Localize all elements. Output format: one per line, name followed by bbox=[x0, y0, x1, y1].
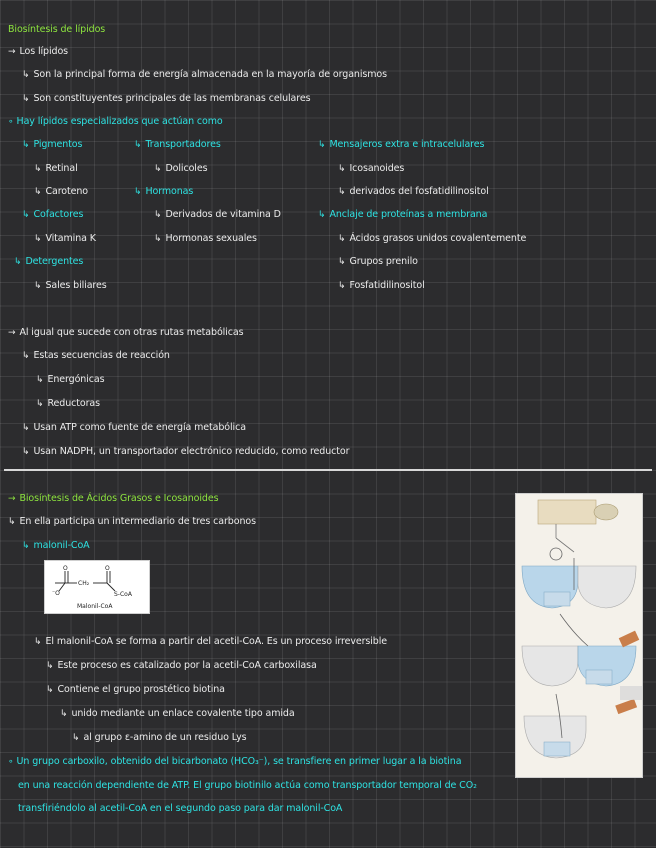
bent-arrow-icon: ↳ bbox=[34, 164, 42, 174]
bent-arrow-icon: ↳ bbox=[318, 210, 326, 220]
sc-label: S-CoA bbox=[114, 591, 132, 598]
bent-arrow-icon: ↳ bbox=[154, 164, 162, 174]
bent-arrow-icon: ↳ bbox=[134, 187, 142, 197]
category-hormonas: ↳ Hormonas bbox=[134, 186, 194, 197]
bent-arrow-icon: ↳ bbox=[338, 164, 346, 174]
bent-arrow-icon: ↳ bbox=[22, 447, 30, 457]
bullet-icon: ∘ bbox=[8, 117, 14, 127]
svg-text:O: O bbox=[105, 565, 110, 572]
bent-arrow-icon: ↳ bbox=[22, 210, 30, 220]
note-line: ↳ unido mediante un enlace covalente tipo amida bbox=[60, 708, 295, 719]
bent-arrow-icon: ↳ bbox=[8, 517, 16, 527]
arrow-icon: → bbox=[8, 494, 16, 504]
category-detergentes: ↳ Detergentes bbox=[14, 256, 84, 267]
category-cofactores: ↳ Cofactores bbox=[22, 209, 84, 220]
note-line: ↳ Reductoras bbox=[36, 398, 100, 409]
svg-text:⁻O: ⁻O bbox=[52, 590, 60, 597]
bent-arrow-icon: ↳ bbox=[34, 637, 42, 647]
section2-title: → Biosíntesis de Ácidos Grasos e Icosanoides bbox=[8, 493, 219, 504]
bent-arrow-icon: ↳ bbox=[22, 94, 30, 104]
section-divider bbox=[4, 469, 652, 471]
bent-arrow-icon: ↳ bbox=[318, 140, 326, 150]
list-item: ↳ Caroteno bbox=[34, 186, 89, 197]
bullet-icon: ∘ bbox=[8, 757, 14, 767]
bent-arrow-icon: ↳ bbox=[36, 399, 44, 409]
bent-arrow-icon: ↳ bbox=[22, 140, 30, 150]
bent-arrow-icon: ↳ bbox=[338, 257, 346, 267]
list-item: ↳ Icosanoides bbox=[338, 163, 405, 174]
note-line: ∘ Hay lípidos especializados que actúan como bbox=[8, 116, 223, 127]
bent-arrow-icon: ↳ bbox=[22, 351, 30, 361]
bent-arrow-icon: ↳ bbox=[134, 140, 142, 150]
list-item: ↳ Vitamina K bbox=[34, 233, 96, 244]
bent-arrow-icon: ↳ bbox=[46, 685, 54, 695]
bent-arrow-icon: ↳ bbox=[14, 257, 22, 267]
category-mensajeros: ↳ Mensajeros extra e intracelulares bbox=[318, 139, 485, 150]
note-line: ↳ Energónicas bbox=[36, 374, 105, 385]
note-line: ↳ Son la principal forma de energía almacenada en la mayoría de organismos bbox=[22, 69, 387, 80]
list-item: ↳ Derivados de vitamina D bbox=[154, 209, 281, 220]
list-item: ↳ Sales biliares bbox=[34, 280, 107, 291]
note-line: ∘ Un grupo carboxilo, obtenido del bicarbonato (HCO₃⁻), se transfiere en primer lugar a la biotina bbox=[8, 756, 462, 767]
bent-arrow-icon: ↳ bbox=[22, 423, 30, 433]
note-line: ↳ Contiene el grupo prostético biotina bbox=[46, 684, 225, 695]
bent-arrow-icon: ↳ bbox=[34, 187, 42, 197]
category-pigmentos: ↳ Pigmentos bbox=[22, 139, 83, 150]
carboxylase-diagram bbox=[516, 494, 642, 777]
bent-arrow-icon: ↳ bbox=[72, 733, 80, 743]
list-item: ↳ Dolicoles bbox=[154, 163, 208, 174]
note-line: en una reacción dependiente de ATP. El grupo biotinilo actúa como transportador temporal de CO₂ bbox=[18, 780, 477, 791]
bent-arrow-icon: ↳ bbox=[22, 70, 30, 80]
arrow-icon: → bbox=[8, 328, 16, 338]
list-item: ↳ Hormonas sexuales bbox=[154, 233, 257, 244]
bent-arrow-icon: ↳ bbox=[34, 234, 42, 244]
note-line: ↳ Usan NADPH, un transportador electrónico reducido, como reductor bbox=[22, 446, 350, 457]
bent-arrow-icon: ↳ bbox=[36, 375, 44, 385]
bent-arrow-icon: ↳ bbox=[338, 187, 346, 197]
list-item: ↳ Retinal bbox=[34, 163, 78, 174]
bent-arrow-icon: ↳ bbox=[154, 210, 162, 220]
svg-text:O: O bbox=[63, 565, 68, 572]
note-line: ↳ al grupo ε-amino de un residuo Lys bbox=[72, 732, 247, 743]
malonyl-coa-diagram bbox=[45, 561, 149, 613]
note-line: ↳ El malonil-CoA se forma a partir del acetil-CoA. Es un proceso irreversible bbox=[34, 636, 388, 647]
bent-arrow-icon: ↳ bbox=[22, 541, 30, 551]
list-item: ↳ derivados del fosfatidilinositol bbox=[338, 186, 489, 197]
note-line: ↳ Son constituyentes principales de las membranas celulares bbox=[22, 93, 311, 104]
note-line: ↳ malonil-CoA bbox=[22, 540, 90, 551]
bent-arrow-icon: ↳ bbox=[338, 281, 346, 291]
note-line: ↳ Usan ATP como fuente de energía metabólica bbox=[22, 422, 246, 433]
note-line: ↳ Estas secuencias de reacción bbox=[22, 350, 170, 361]
ch2-label: CH₂ bbox=[78, 580, 90, 587]
note-line: ↳ En ella participa un intermediario de tres carbonos bbox=[8, 516, 256, 527]
arrow-icon: → bbox=[8, 47, 16, 57]
category-anclaje: ↳ Anclaje de proteínas a membrana bbox=[318, 209, 488, 220]
list-item: ↳ Fosfatidilinositol bbox=[338, 280, 425, 291]
bent-arrow-icon: ↳ bbox=[34, 281, 42, 291]
bent-arrow-icon: ↳ bbox=[60, 709, 68, 719]
acetyl-coa-carboxylase-figure bbox=[515, 493, 643, 778]
malonyl-caption: Malonil-CoA bbox=[77, 603, 113, 610]
bent-arrow-icon: ↳ bbox=[154, 234, 162, 244]
malonyl-coa-structure bbox=[44, 560, 150, 614]
note-line: → Al igual que sucede con otras rutas metabólicas bbox=[8, 327, 244, 338]
list-item: ↳ Ácidos grasos unidos covalentemente bbox=[338, 233, 527, 244]
bent-arrow-icon: ↳ bbox=[46, 661, 54, 671]
note-line: → Los lípidos bbox=[8, 46, 69, 57]
bent-arrow-icon: ↳ bbox=[338, 234, 346, 244]
note-line: ↳ Este proceso es catalizado por la acetil-CoA carboxilasa bbox=[46, 660, 317, 671]
section1-title: Biosíntesis de lípidos bbox=[8, 24, 106, 35]
note-line: transfiriéndolo al acetil-CoA en el segundo paso para dar malonil-CoA bbox=[18, 803, 343, 814]
list-item: ↳ Grupos prenilo bbox=[338, 256, 418, 267]
category-transportadores: ↳ Transportadores bbox=[134, 139, 221, 150]
